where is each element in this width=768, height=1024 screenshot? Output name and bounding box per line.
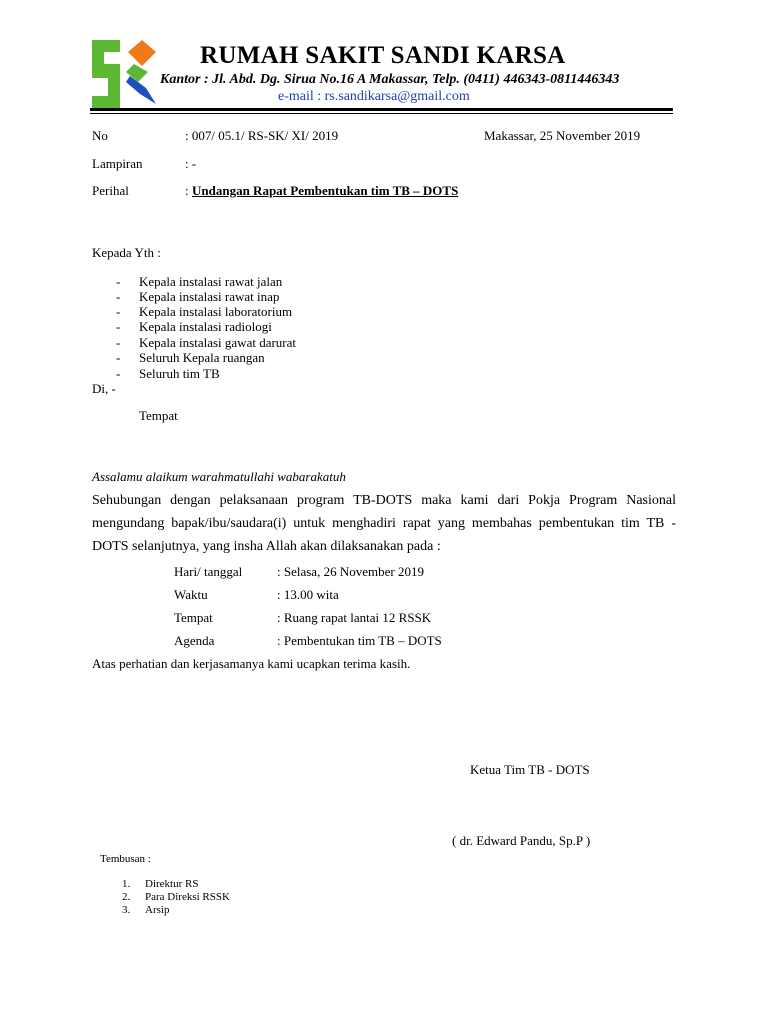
letter-date: Makassar, 25 November 2019: [484, 128, 641, 143]
recipients-heading: Kepada Yth :: [92, 245, 161, 260]
letterhead-rule-thick: [90, 108, 673, 111]
detail-value: : Ruang rapat lantai 12 RSSK: [277, 610, 432, 625]
detail-label: Hari/ tanggal: [174, 564, 243, 579]
perihal-colon: :: [185, 183, 189, 198]
lampiran-label: Lampiran: [92, 156, 143, 171]
sk-logo-icon: [90, 38, 164, 108]
hospital-name: RUMAH SAKIT SANDI KARSA: [200, 42, 566, 69]
list-item: Kepala instalasi gawat darurat: [139, 335, 297, 350]
detail-value: : Pembentukan tim TB – DOTS: [277, 633, 442, 648]
tembusan-num: 1.: [122, 878, 131, 890]
tembusan-item: Direktur RS: [145, 878, 199, 890]
list-item: Seluruh tim TB: [139, 366, 220, 381]
list-dash: -: [116, 335, 121, 350]
detail-label: Agenda: [174, 633, 215, 648]
tempat-line: Tempat: [139, 408, 178, 423]
detail-label: Tempat: [174, 610, 213, 625]
lampiran-value: : -: [185, 156, 197, 171]
tembusan-num: 3.: [122, 904, 131, 916]
tembusan-item: Arsip: [145, 904, 170, 916]
list-dash: -: [116, 366, 121, 381]
list-dash: -: [116, 304, 121, 319]
signature-name: ( dr. Edward Pandu, Sp.P ): [452, 833, 591, 848]
list-item: Kepala instalasi radiologi: [139, 319, 272, 334]
signature-title: Ketua Tim TB - DOTS: [470, 762, 590, 777]
no-value: : 007/ 05.1/ RS-SK/ XI/ 2019: [185, 128, 339, 143]
di-line: Di, -: [92, 381, 116, 396]
list-dash: -: [116, 274, 121, 289]
detail-value: : 13.00 wita: [277, 587, 339, 602]
hospital-address: Kantor : Jl. Abd. Dg. Sirua No.16 A Makassar, Telp. (0411) 446343-0811446343: [160, 72, 620, 87]
list-dash: -: [116, 319, 121, 334]
list-item: Kepala instalasi laboratorium: [139, 304, 293, 319]
letterhead-rule-thin: [90, 113, 673, 114]
hospital-email: e-mail : rs.sandikarsa@gmail.com: [278, 89, 470, 104]
list-item: Kepala instalasi rawat inap: [139, 289, 280, 304]
list-dash: -: [116, 289, 121, 304]
perihal-label: Perihal: [92, 183, 129, 198]
tembusan-heading: Tembusan :: [100, 853, 151, 865]
greeting: Assalamu alaikum warahmatullahi wabarakatuh: [92, 469, 346, 484]
list-dash: -: [116, 350, 121, 365]
perihal-value: Undangan Rapat Pembentukan tim TB – DOTS: [192, 183, 459, 198]
no-label: No: [92, 128, 108, 143]
body-paragraph: Sehubungan dengan pelaksanaan program TB-DOTS maka kami dari Pokja Program Nasional mengundang bapak/ibu/saudara(i) untuk menghadiri rapat yang membahas pembentukan tim TB - DOTS selanjutnya, yang insha Allah akan dilaksanakan pada :: [92, 493, 676, 554]
detail-value: : Selasa, 26 November 2019: [277, 564, 424, 579]
closing-text: Atas perhatian dan kerjasamanya kami ucapkan terima kasih.: [92, 656, 411, 671]
list-item: Seluruh Kepala ruangan: [139, 350, 265, 365]
list-item: Kepala instalasi rawat jalan: [139, 274, 283, 289]
tembusan-item: Para Direksi RSSK: [145, 891, 230, 903]
detail-label: Waktu: [174, 587, 208, 602]
tembusan-num: 2.: [122, 891, 131, 903]
